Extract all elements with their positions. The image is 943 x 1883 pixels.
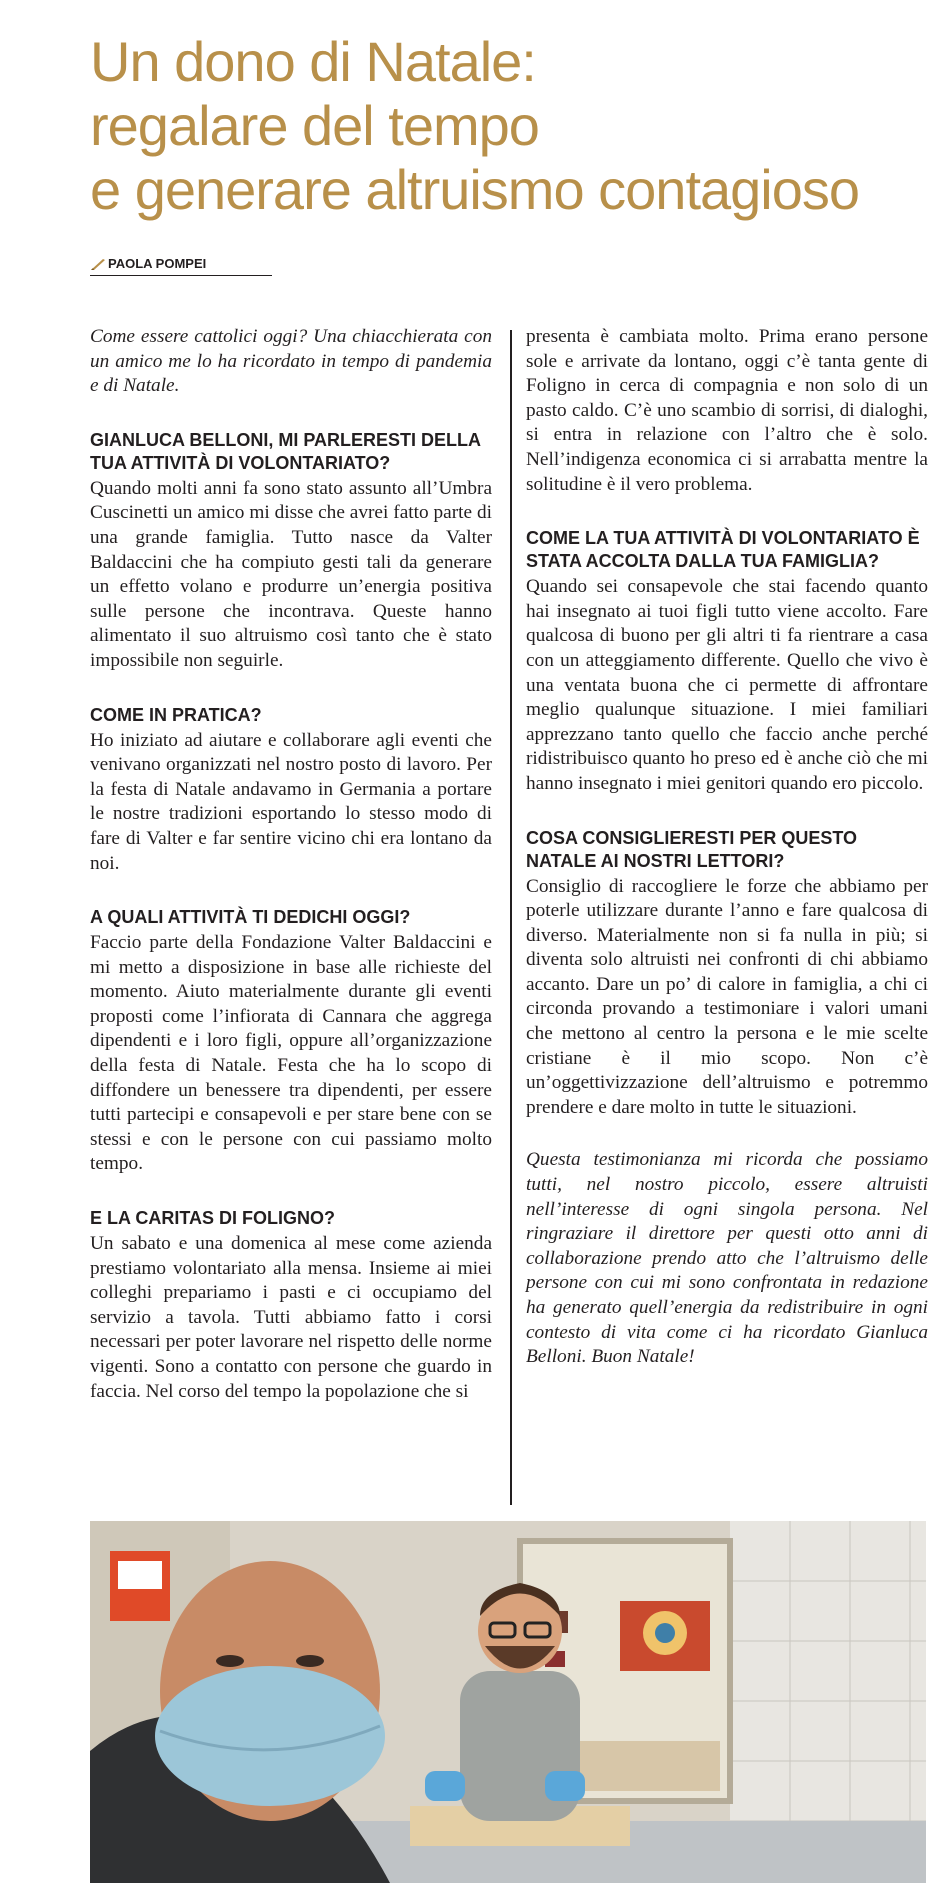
title-line: e generare altruismo contagioso — [90, 158, 860, 221]
volunteers-photo — [90, 1521, 926, 1883]
closing-paragraph: Questa testimonianza mi ricorda che possiamo tutti, nel nostro piccolo, essere altruisti nell’interesse di ogni singola persona. Nel ringraziare il direttore per questi otto anni di collaborazione prendo atto che l’altruismo delle persone con cui mi sono confrontata in redazione ha generato quell’energia da redistribuire in ogni contesto di vita come ci ha ricordato Gianluca Belloni. Buon Natale! — [526, 1149, 928, 1368]
article-photo — [90, 1521, 926, 1883]
answer-paragraph: Faccio parte della Fondazione Valter Baldaccini e mi metto a disposizione in base alle richieste del momento. Aiuto materialmente durante gli eventi proposti come l’infiorata di Cannara che aggrega dipendenti e i loro figli, oppure all’organizzazione della festa di Natale. Festa che ha lo scopo di diffondere un benessere tra dipendenti, per essere tutti partecipi e consapevoli e per stare bene con se stessi e con le persone con cui passiamo molto tempo. — [90, 932, 492, 1175]
answer-paragraph: presenta è cambiata molto. Prima erano persone sole e arrivate da lontano, oggi c’è tanta gente di Foligno in cerca di compagnia e non solo di un pasto caldo. C’è uno scambio di sorrisi, di dialoghi, si entra in relazione con l’altro che è solo. Nell’indigenza economica ci si arrabatta mentre la solitudine è il vero problema. — [526, 326, 928, 495]
question-heading: E LA CARITAS DI FOLIGNO? — [90, 1208, 335, 1229]
byline — [90, 256, 272, 276]
column-divider — [510, 330, 512, 1505]
intro-paragraph: Come essere cattolici oggi? Una chiacchierata con un amico me lo ha ricordato in tempo di pandemia e di Natale. — [90, 326, 492, 397]
article-column-left — [90, 325, 492, 1404]
article-title — [90, 30, 910, 222]
answer-paragraph: Quando sei consapevole che stai facendo quanto hai insegnato ai tuoi figli tutto viene accolto. Fare qualcosa di buono per gli altri ti fa rientrare a casa con un atteggiamento differente. Quello che vivo è una ventata buona che ci permette di affrontare meglio qualunque situazione. I miei familiari apprezzano tanto quello che faccio anche perché ridistribuisco quanto ho preso ed è anche ciò che mi hanno insegnato i miei genitori quando ero piccolo. — [526, 576, 928, 794]
question-heading: COME LA TUA ATTIVITÀ DI VOLONTARIATO È STATA ACCOLTA DALLA TUA FAMIGLIA? — [526, 528, 920, 572]
answer-paragraph: Ho iniziato ad aiutare e collaborare agli eventi che venivano organizzati nel nostro posto di lavoro. Per la festa di Natale andavamo in Germania a portare le nostre tradizioni esportando lo stesso modo di fare di Valter e far sentire vicino chi era lontano da noi. — [90, 729, 492, 874]
article-column-right — [526, 325, 928, 1370]
pen-icon — [90, 257, 106, 271]
answer-paragraph: Quando molti anni fa sono stato assunto all’Umbra Cuscinetti un amico mi disse che avrei fatto parte di una grande famiglia. Tutto nasce da Valter Baldaccini che ha compiuto gesti tali da generare un effetto volano e produrre un’energia positiva sulle persone che incontrava. Queste hanno alimentato il suo altruismo così tanto che è stato impossibile non seguirle. — [90, 477, 492, 671]
answer-paragraph: Un sabato e una domenica al mese come azienda prestiamo volontariato alla mensa. Insieme ai miei colleghi prepariamo i pasti e ci occupiamo del servizio a tavola. Tutti abbiamo fatto i corsi necessari per poter lavorare nel rispetto delle norme vigenti. Sono a contatto con persone che guardo in faccia. Nel corso del tempo la popolazione che si — [90, 1233, 492, 1402]
title-line: Un dono di Natale: — [90, 30, 536, 93]
question-heading: COME IN PRATICA? — [90, 704, 262, 725]
question-heading: A QUALI ATTIVITÀ TI DEDICHI OGGI? — [90, 907, 411, 928]
title-line: regalare del tempo — [90, 94, 539, 157]
question-heading: COSA CONSIGLIERESTI PER QUESTO NATALE AI NOSTRI LETTORI? — [526, 827, 858, 871]
question-heading: GIANLUCA BELLONI, MI PARLERESTI DELLA TUA ATTIVITÀ DI VOLONTARIATO? — [90, 429, 481, 473]
answer-paragraph: Consiglio di raccogliere le forze che abbiamo per poterle utilizzare durante l’anno e fare qualcosa di diverso. Materialmente non si fa nulla in più; si diventa solo altruisti nei confronti di chi abbiamo accanto. Dare un po’ di calore in famiglia, a chi ci circonda provando a testimoniare i valori umani che mettono al centro la persona e le mie scelte cristiane è il mio scopo. Non c’è un’oggettivizzazione dell’altruismo e potremmo prendere e dare molto in tutte le situazioni. — [526, 875, 928, 1118]
author-name: PAOLA POMPEI — [108, 256, 207, 271]
